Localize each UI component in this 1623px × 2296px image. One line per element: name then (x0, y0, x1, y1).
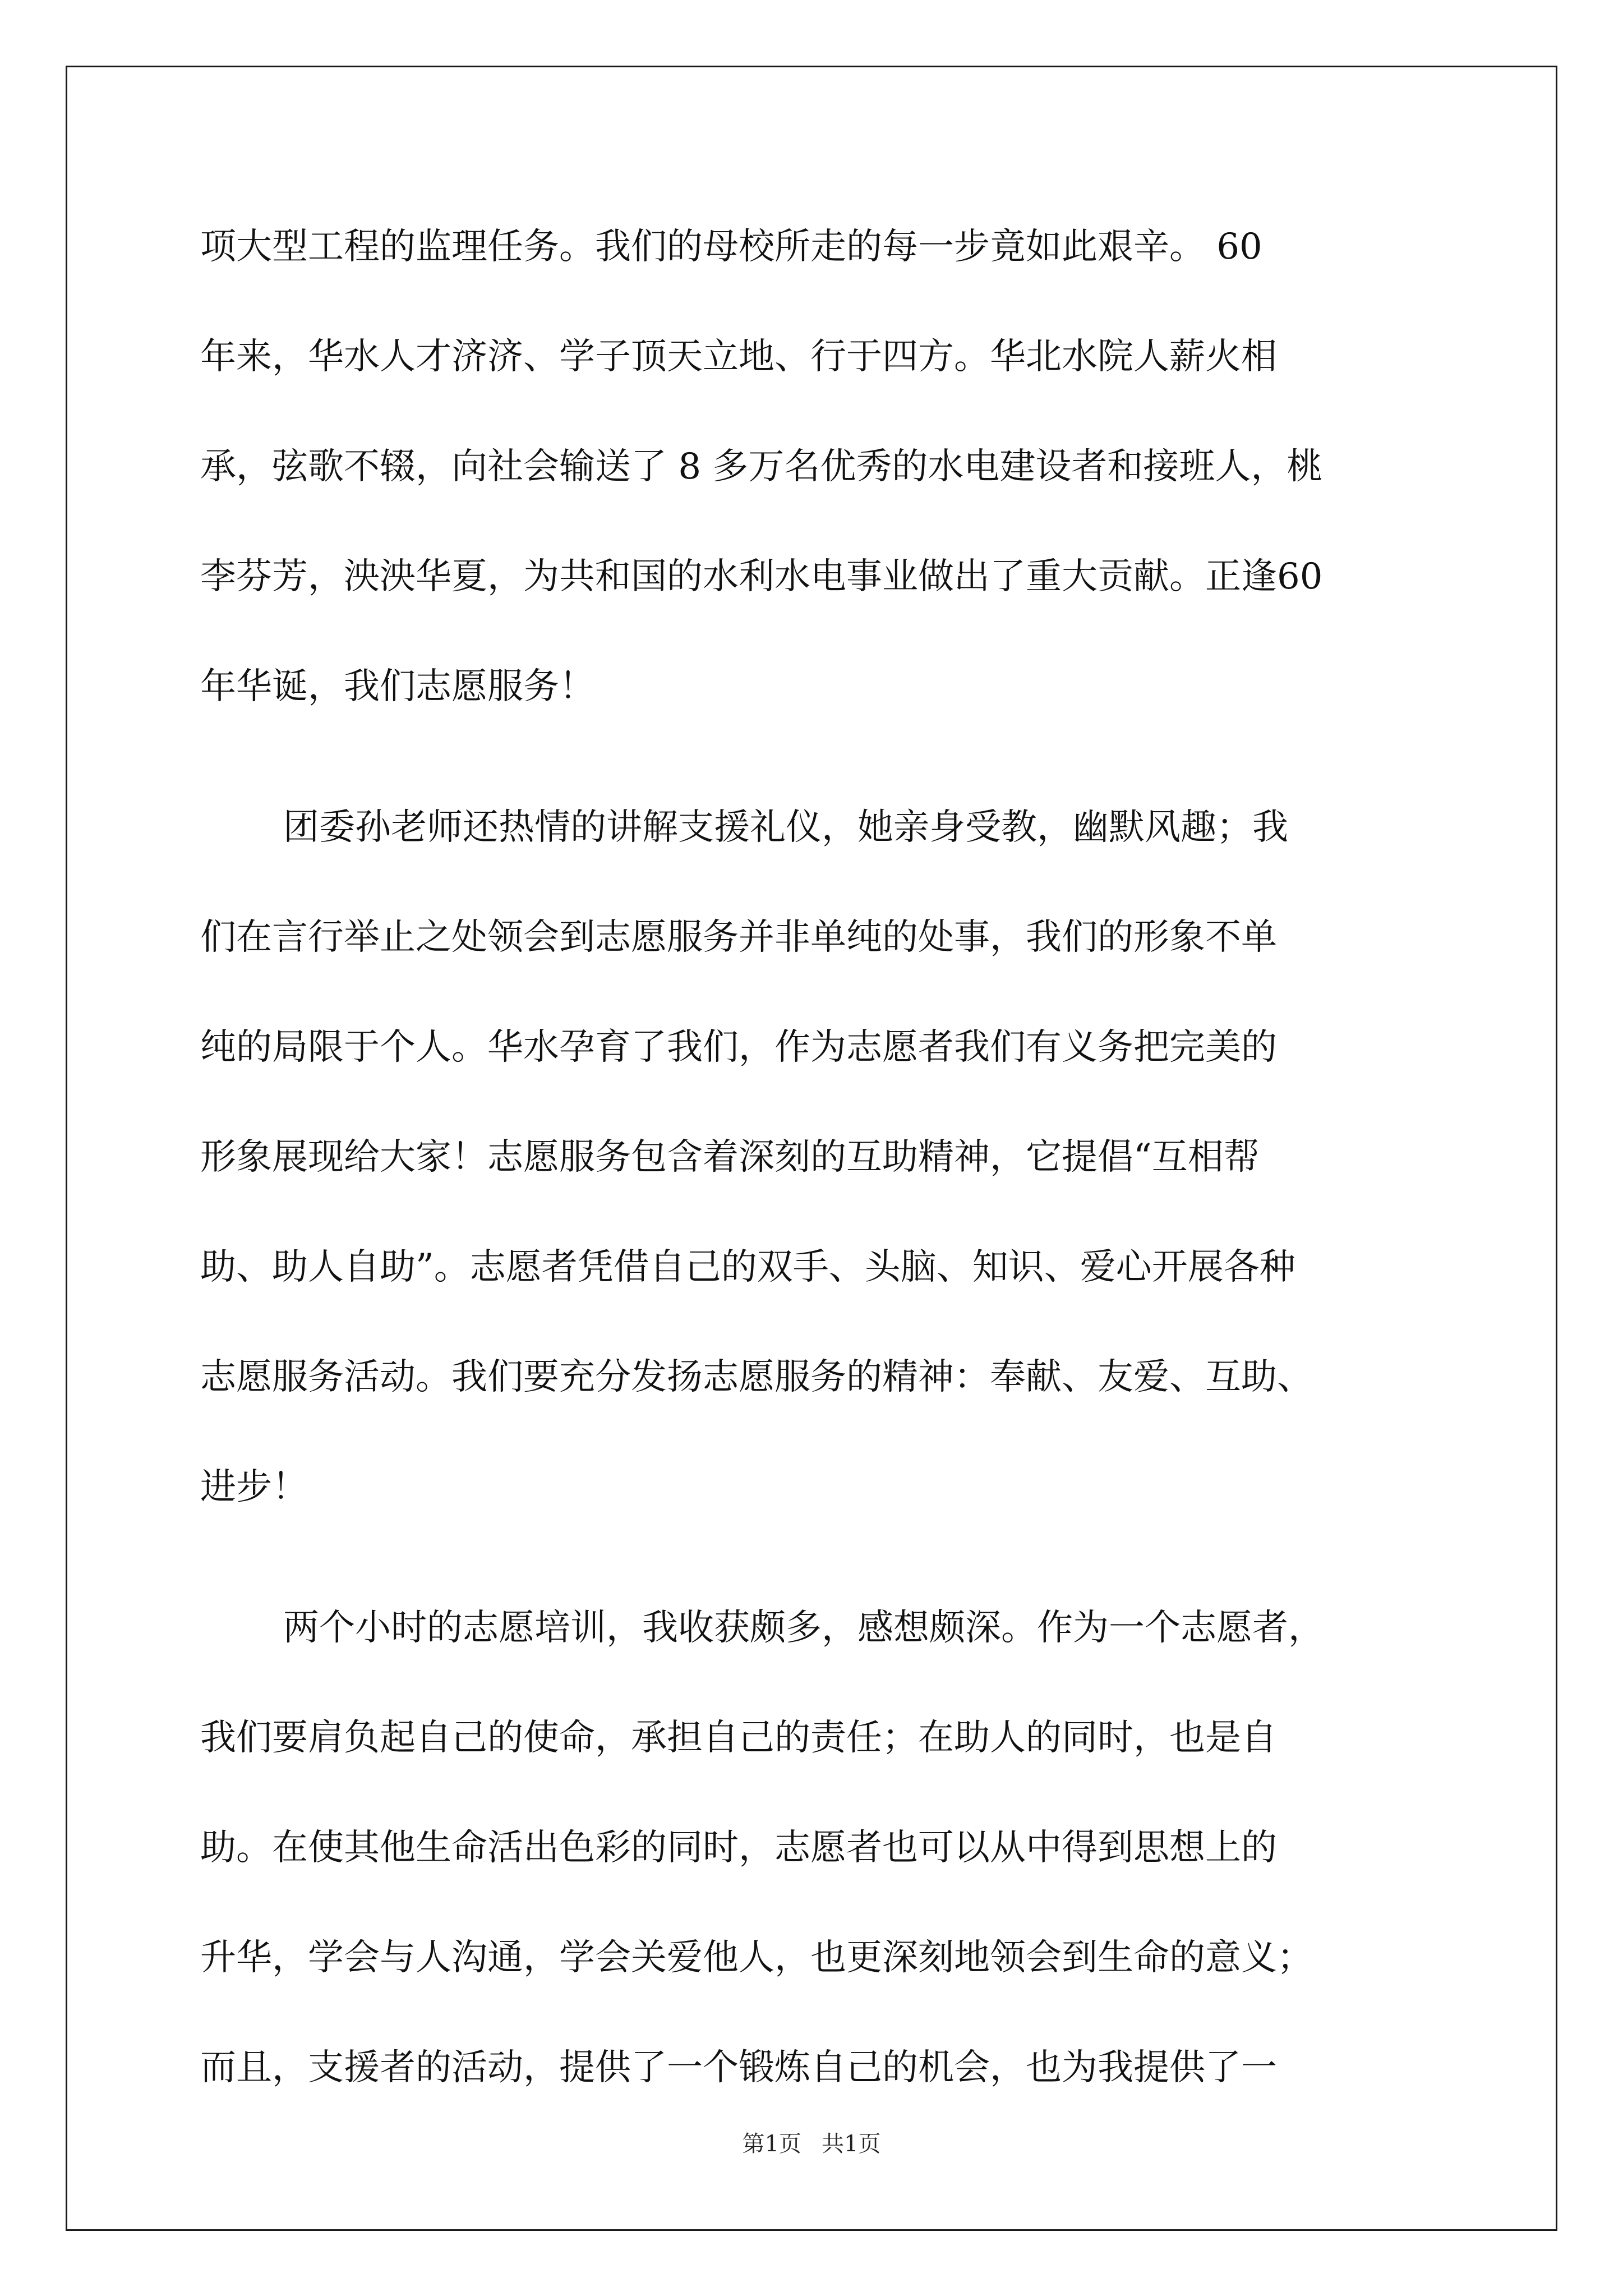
page-number: 第1页 (742, 2131, 801, 2157)
text-line: 升华，学会与人沟通，学会关爱他人，也更深刻地领会到生命的意义； (200, 1937, 1313, 1978)
page-total: 共1页 (822, 2131, 881, 2157)
text-line: 项大型工程的监理任务。我们的母校所走的每一步竟如此艰辛。 60 (200, 226, 1262, 268)
text-line: 志愿服务活动。我们要充分发扬志愿服务的精神：奉献、友爱、互助、 (200, 1356, 1313, 1398)
text-line: 年来，华水人才济济、学子顶天立地、行于四方。华北水院人薪火相 (200, 336, 1277, 378)
text-line: 而且，支援者的活动，提供了一个锻炼自己的机会，也为我提供了一 (200, 2047, 1277, 2088)
document-body (200, 205, 1426, 2136)
text-line: 助、助人自助”。志愿者凭借自己的双手、头脑、知识、爱心开展各种 (200, 1246, 1295, 1288)
text-line: 李芬芳，泱泱华夏，为共和国的水利水电事业做出了重大贡献。正逢60 (200, 556, 1323, 597)
paragraph-1 (200, 205, 1426, 754)
text-line: 们在言行举止之处领会到志愿服务并非单纯的处事，我们的形象不单 (200, 917, 1277, 958)
text-line: 年华诞，我们志愿服务！ (200, 666, 595, 707)
text-line: 我们要肩负起自己的使命，承担自己的责任；在助人的同时，也是自 (200, 1717, 1277, 1759)
page-footer (0, 2126, 1623, 2158)
paragraph-2 (200, 785, 1426, 1555)
text-line: 助。在使其他生命活出色彩的同时，志愿者也可以从中得到思想上的 (200, 1827, 1277, 1869)
text-line: 进步！ (200, 1466, 308, 1508)
text-line: 承，弦歌不辍，向社会输送了 8 多万名优秀的水电建设者和接班人，桃 (200, 446, 1323, 487)
paragraph-3 (200, 1586, 1426, 2136)
text-line: 纯的局限于个人。华水孕育了我们，作为志愿者我们有义务把完美的 (200, 1027, 1277, 1068)
text-line: 团委孙老师还热情的讲解支援礼仪，她亲身受教，幽默风趣；我 (283, 807, 1288, 848)
text-line: 形象展现给大家！志愿服务包含着深刻的互助精神，它提倡“互相帮 (200, 1137, 1260, 1178)
text-line: 两个小时的志愿培训，我收获颇多，感想颇深。作为一个志愿者， (283, 1607, 1324, 1649)
